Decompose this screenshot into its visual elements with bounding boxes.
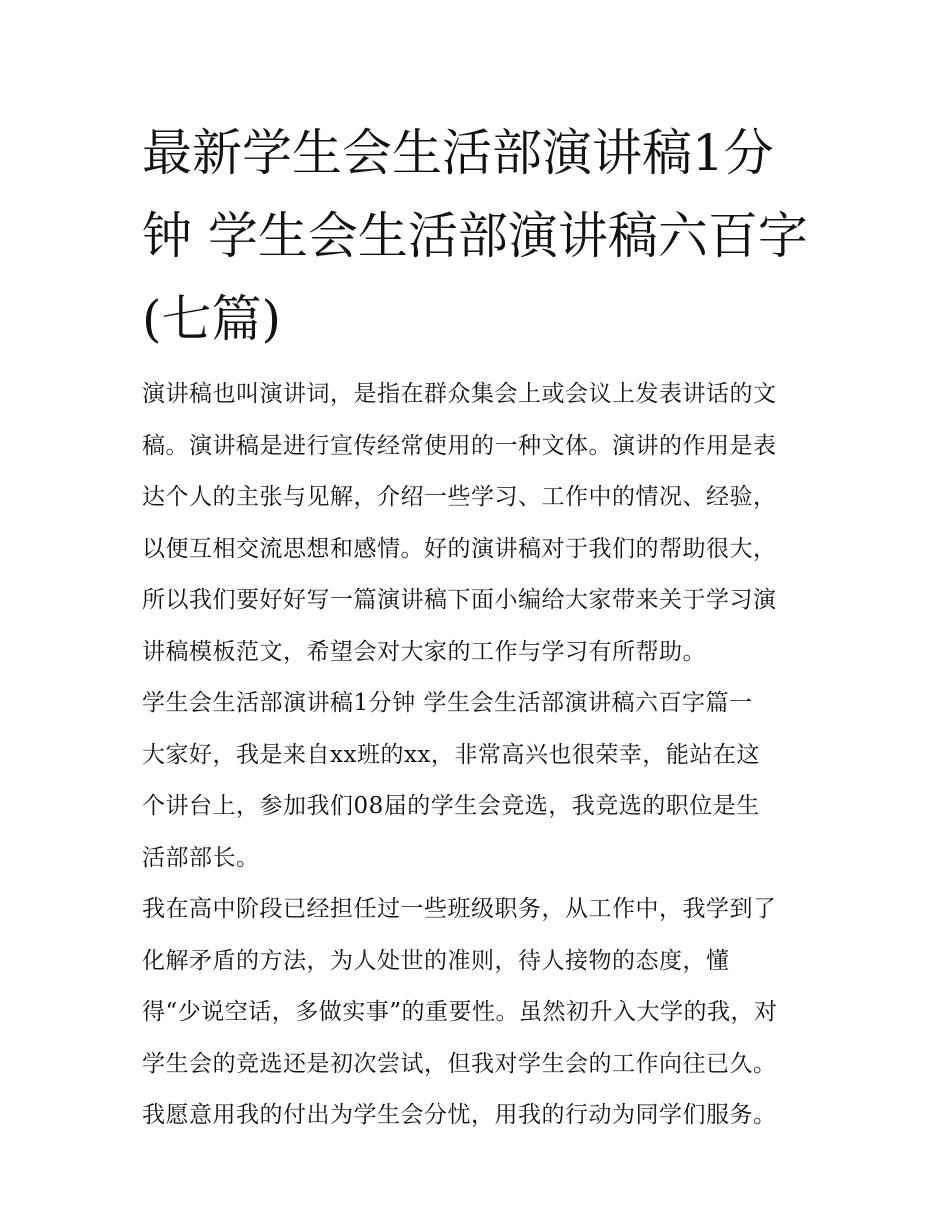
intro-line-2: 稿。演讲稿是进行宣传经常使用的一种文体。演讲的作用是表 bbox=[142, 432, 777, 459]
document-body bbox=[142, 369, 822, 1142]
para1-line-2: 个讲台上，参加我们08届的学生会竞选，我竞选的职位是生 bbox=[142, 793, 760, 819]
para2-line-2: 化解矛盾的方法，为人处世的准则，待人接物的态度，懂 bbox=[142, 947, 730, 974]
document-page bbox=[142, 112, 822, 1142]
intro-line-3: 达个人的主张与见解，介绍一些学习、工作中的情况、经验， bbox=[142, 484, 777, 510]
para2-line-1: 我在高中阶段已经担任过一些班级职务，从工作中，我学到了 bbox=[142, 896, 777, 922]
intro-line-5: 所以我们要好好写一篇演讲稿下面小编给大家带来关于学习演 bbox=[142, 587, 777, 613]
intro-line-6: 讲稿模板范文，希望会对大家的工作与学习有所帮助。 bbox=[142, 638, 706, 665]
document-title bbox=[142, 112, 822, 361]
para1-line-1: 大家好，我是来自xx班的xx，非常高兴也很荣幸，能站在这 bbox=[142, 741, 760, 768]
title-line-1: 最新学生会生活部演讲稿1分 bbox=[142, 124, 774, 182]
intro-paragraph bbox=[142, 369, 822, 678]
para2-line-4: 学生会的竞选还是初次尝试，但我对学生会的工作向往已久。 bbox=[142, 1050, 777, 1077]
intro-line-1: 演讲稿也叫演讲词，是指在群众集会上或会议上发表讲话的文 bbox=[142, 381, 777, 407]
section-heading-text: 学生会生活部演讲稿1分钟 学生会生活部演讲稿六百字篇一 bbox=[142, 690, 753, 716]
speech-paragraph-2 bbox=[142, 884, 822, 1142]
para2-line-5: 我愿意用我的付出为学生会分忧，用我的行动为同学们服务。 bbox=[142, 1102, 777, 1128]
section-heading bbox=[142, 678, 822, 730]
intro-line-4: 以便互相交流思想和感情。好的演讲稿对于我们的帮助很大， bbox=[142, 535, 777, 562]
title-line-3: (七篇) bbox=[142, 290, 282, 348]
speech-paragraph-1 bbox=[142, 730, 822, 885]
para1-line-3: 活部部长。 bbox=[142, 844, 260, 871]
title-line-2: 钟 学生会生活部演讲稿六百字 bbox=[142, 207, 808, 265]
para2-line-3: 得“少说空话，多做实事”的重要性。虽然初升入大学的我，对 bbox=[142, 999, 778, 1025]
